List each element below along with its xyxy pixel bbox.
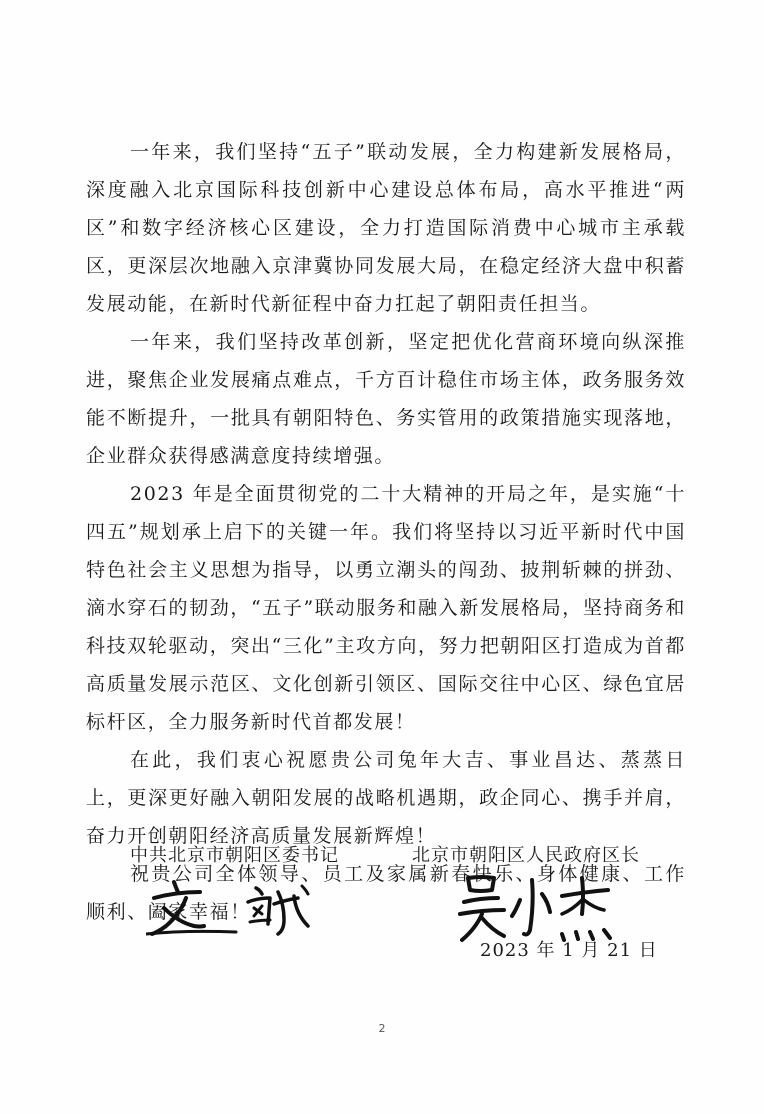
paragraph-5: 祝贵公司全体领导、员工及家属新春快乐、身体健康、工作顺利、阖家幸福！: [86, 863, 686, 923]
district-mayor-title: 北京市朝阳区人民政府区长: [412, 845, 640, 866]
letter-body: [86, 133, 686, 931]
paragraph-1: 一年来，我们坚持“五子”联动发展，全力构建新发展格局，深度融入北京国际科技创新中心建设总体布局，高水平推进“两区”和数字经济核心区建设，全力打造国际消费中心城市主承载区，更深层次地融入京津冀协同发展大局，在稳定经济大盘中积蓄发展动能，在新时代新征程中奋力扛起了朝阳责任担当。: [86, 141, 686, 315]
party-secretary-signature: [146, 874, 326, 944]
paragraph-4: 在此，我们衷心祝愿贵公司兔年大吉、事业昌达、蒸蒸日上，更深更好融入朝阳发展的战略机遇期，政企同心、携手并肩，奋力开创朝阳经济高质量发展新辉煌！: [86, 749, 686, 847]
party-secretary-title: 中共北京市朝阳区委书记: [130, 845, 339, 866]
signature-block: [86, 838, 686, 968]
paragraph-2: 一年来，我们坚持改革创新，坚定把优化营商环境向纵深推进，聚焦企业发展痛点难点，千方百计稳住市场主体，政务服务效能不断提升，一批具有朝阳特色、务实管用的政策措施实现落地，企业群众获得感满意度持续增强。: [86, 331, 686, 467]
page-number: 2: [378, 1022, 386, 1035]
letter-date: 2023 年 1 月 21 日: [480, 940, 658, 961]
paragraph-3: 2023 年是全面贯彻党的二十大精神的开局之年，是实施“十四五”规划承上启下的关键一年。我们将坚持以习近平新时代中国特色社会主义思想为指导，以勇立潮头的闯劲、披荆斩棘的拼劲、滴水穿石的韧劲，“五子”联动服务和融入新发展格局，坚持商务和科技双轮驱动，突出“三化”主攻方向，努力把朝阳区打造成为首都高质量发展示范区、文化创新引领区、国际交往中心区、绿色宜居标杆区，全力服务新时代首都发展！: [86, 483, 686, 733]
